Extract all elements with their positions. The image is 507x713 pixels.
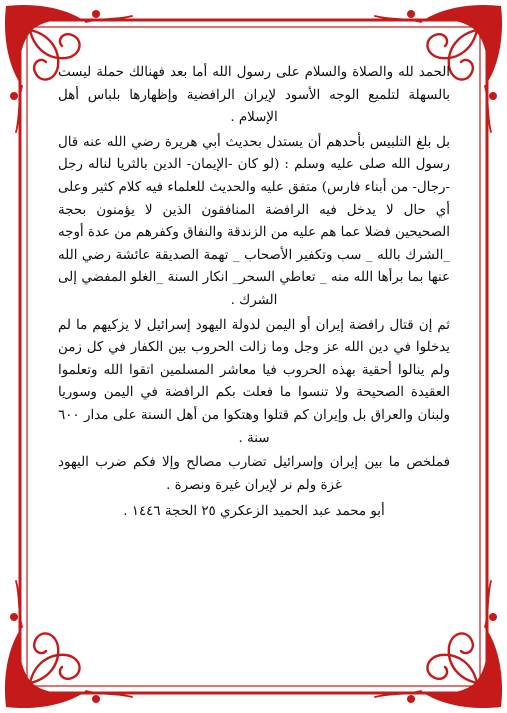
paragraph-summary: فملخص ما بين إيران وإسرائيل تضارب مصالح وإلا فكم ضرب اليهود غزة ولم نر لإيران غيرة ونصرة . <box>58 455 450 493</box>
author-signature: أبو محمد عبد الحميد الزعكري ٢٥ الحجة ١٤٤٦ . <box>123 504 385 520</box>
paragraph-hadith: بل بلغ التلبيس بأحدهم أن يستدل بحديث أبي هريرة رضي الله عنه قال رسول الله صلى عليه وسلم : (لو كان -الإيمان- الدين بالثريا لناله رجل -رجال- من أبناء فارس) متفق عليه والحديث للعلماء فيه كلام كثير وعلى أي حال لا يدخل فيه الرافضة المنافقون الذين لا يؤمنون بحجة الصحيحين فضلا عما هم عليه من الزندقة والنفاق وكفرهم من عدة أوجه _الشرك بالله _ سب وتكفير الأصحاب _ تهمة الصديقة عائشة رضي الله عنها بما برأها الله منه _ تعاطي السحر_ انكار السنة _الغلو المفضي إلى الشرك . <box>58 134 450 308</box>
paragraph-conflict: ثم إن قتال رافضة إيران أو اليمن لدولة اليهود إسرائيل لا يزكيهم ما لم يدخلوا في دين الله عز وجل وما زالت الحروب بين الكفار في كل زمن ولم ينالوا أحقية بهذه الحروب فيا معاشر المسلمين اتقوا الله وتعلموا العقيدة الصحيحة ولا تنسوا ما فعلت بكم الرافضة في اليمن وسوريا ولبنان والعراق بل وإيران كم قتلوا وهتكوا من أهل السنة على مدار ٦٠٠ سنة . <box>58 317 450 446</box>
paragraph-intro: الحمد لله والصلاة والسلام على رسول الله أما بعد فهنالك حملة ليست بالسهلة لتلميع الوجه الأسود لإيران الرافضية وإظهارها بلباس أهل الإسلام . <box>58 65 450 126</box>
article-body <box>58 62 450 672</box>
